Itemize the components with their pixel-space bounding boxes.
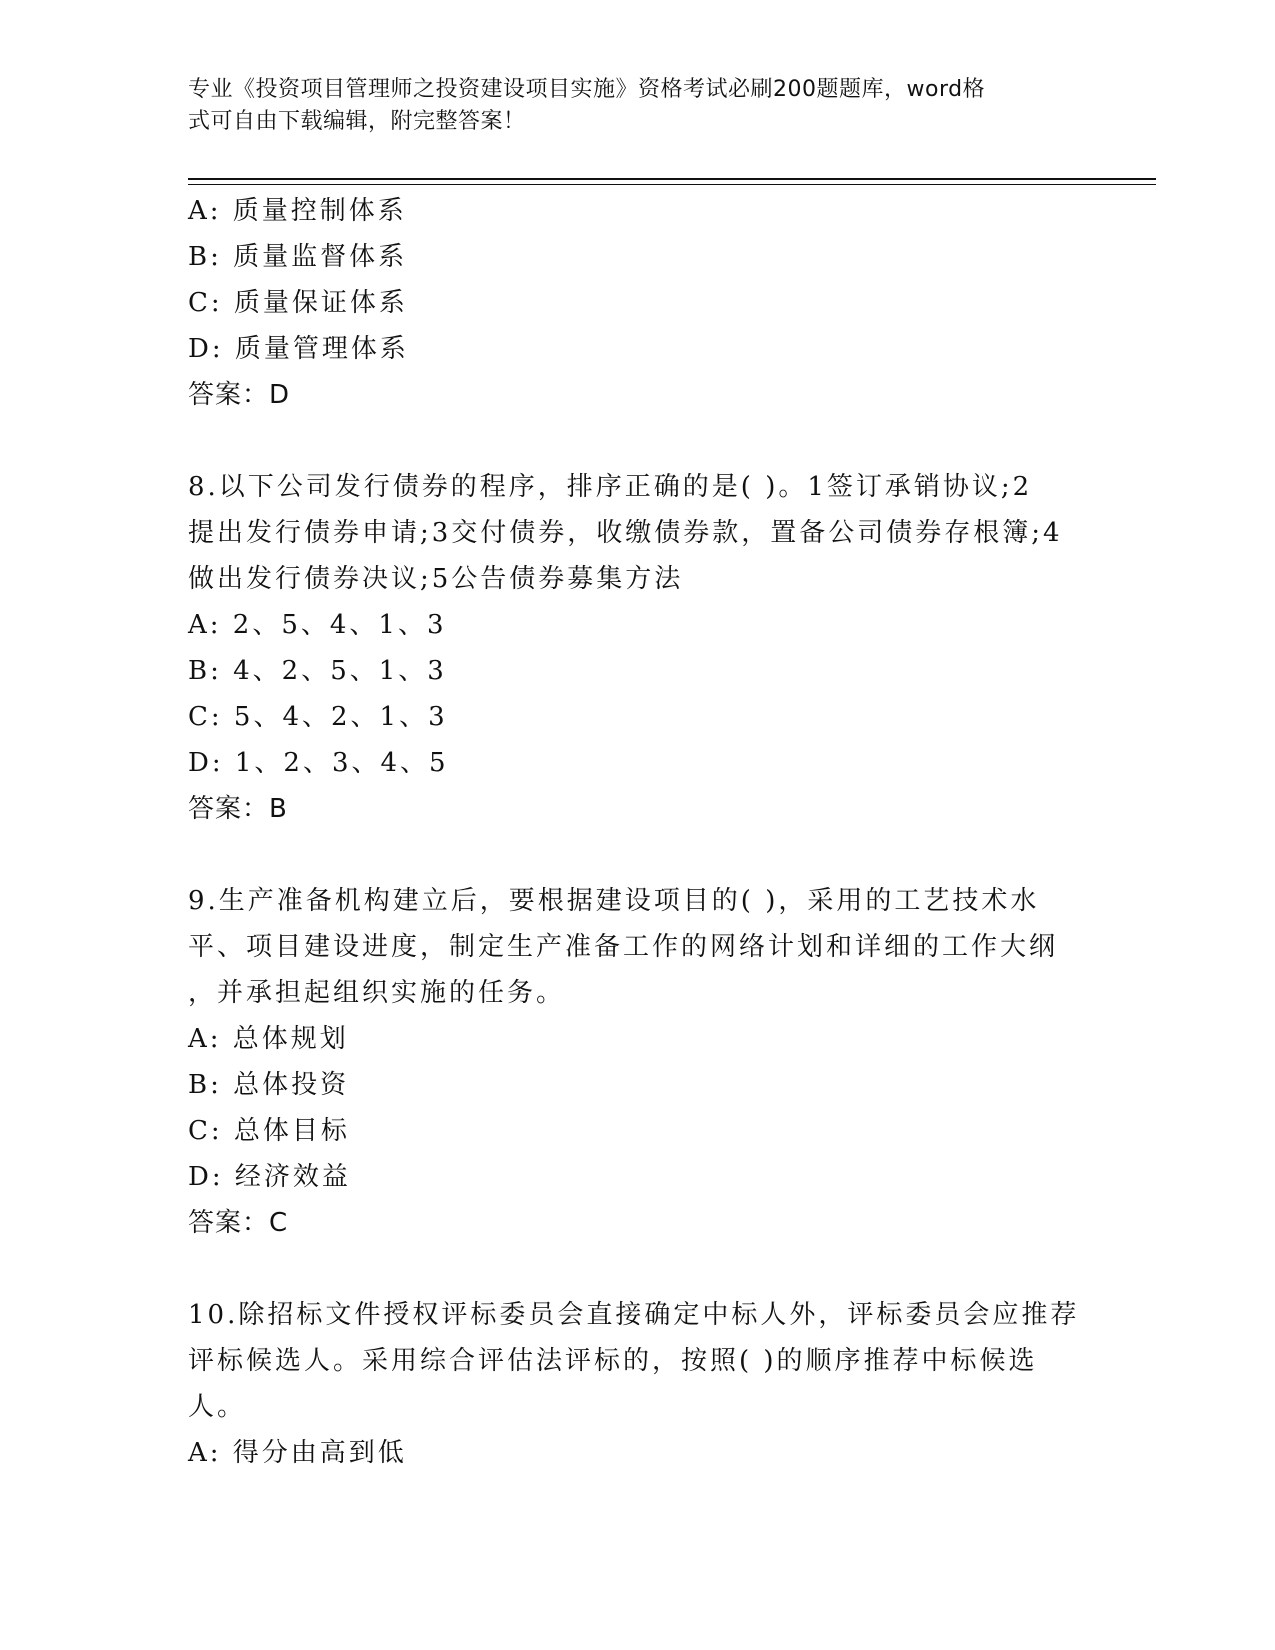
question-10 — [188, 1292, 1078, 1476]
question-text-line: 人。 — [188, 1392, 247, 1422]
option: B: 4、2、5、1、3 — [188, 656, 447, 686]
answer-line: 答案：D — [188, 380, 291, 410]
option: B: 总体投资 — [188, 1070, 350, 1100]
question-content — [188, 188, 1078, 1476]
option: D: 1、2、3、4、5 — [188, 748, 449, 778]
option: C: 5、4、2、1、3 — [188, 702, 448, 732]
header-rule-thick — [188, 178, 1156, 180]
option: C: 质量保证体系 — [188, 288, 408, 318]
question-8 — [188, 464, 1078, 832]
document-header — [188, 74, 1068, 138]
question-text-line: 提出发行债券申请;3交付债券，收缴债券款，置备公司债券存根簿;4 — [188, 518, 1063, 548]
question-text-line: 9.生产准备机构建立后，要根据建设项目的( )，采用的工艺技术水 — [188, 886, 1040, 916]
option: B: 质量监督体系 — [188, 242, 408, 272]
question-text-line: ，并承担起组织实施的任务。 — [188, 978, 566, 1008]
question-text-line: 8.以下公司发行债券的程序，排序正确的是( )。1签订承销协议;2 — [188, 472, 1033, 502]
question-text-line: 做出发行债券决议;5公告债券募集方法 — [188, 564, 684, 594]
header-line-1: 专业《投资项目管理师之投资建设项目实施》资格考试必刷200题题库，word格 — [188, 77, 986, 102]
header-line-2: 式可自由下载编辑，附完整答案！ — [188, 109, 526, 134]
question-text-line: 平、项目建设进度，制定生产准备工作的网络计划和详细的工作大纲 — [188, 932, 1059, 962]
option: A: 总体规划 — [188, 1024, 349, 1054]
option: A: 质量控制体系 — [188, 196, 407, 226]
option-list — [188, 188, 1078, 372]
answer-line: 答案：C — [188, 1208, 289, 1238]
option: A: 得分由高到低 — [188, 1438, 407, 1468]
question-9 — [188, 878, 1078, 1246]
question-text-line: 10.除招标文件授权评标委员会直接确定中标人外，评标委员会应推荐 — [188, 1300, 1080, 1330]
answer-line: 答案：B — [188, 794, 288, 824]
option: D: 质量管理体系 — [188, 334, 409, 364]
header-rule-thin — [188, 184, 1156, 185]
option: C: 总体目标 — [188, 1116, 350, 1146]
option: D: 经济效益 — [188, 1162, 351, 1192]
question-text-line: 评标候选人。采用综合评估法评标的，按照( )的顺序推荐中标候选 — [188, 1346, 1038, 1376]
option: A: 2、5、4、1、3 — [188, 610, 447, 640]
